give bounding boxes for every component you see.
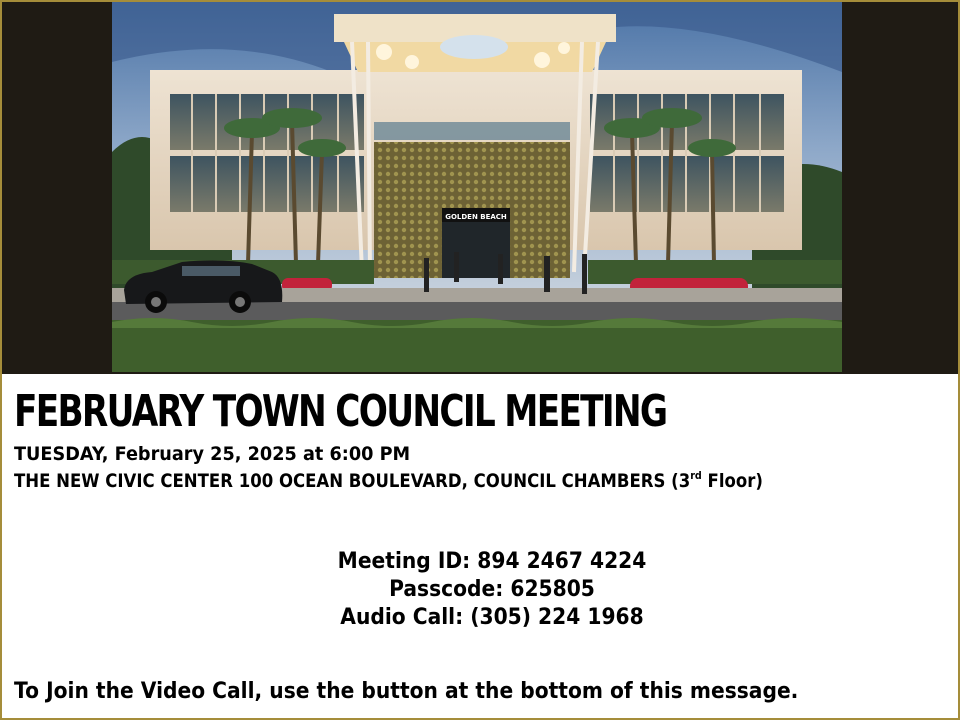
passcode-block bbox=[242, 576, 742, 604]
meeting-details bbox=[2, 374, 958, 718]
meeting-venue bbox=[14, 469, 763, 493]
meeting-title: FEBRUARY TOWN COUNCIL MEETING bbox=[14, 386, 667, 437]
venue-floor-text: Floor) bbox=[701, 470, 763, 492]
join-instructions: To Join the Video Call, use the button at the bottom of this message. bbox=[14, 679, 799, 704]
photo-band bbox=[2, 2, 958, 374]
meeting-id-block bbox=[242, 548, 742, 576]
meeting-date: TUESDAY, February 25, 2025 at 6:00 PM bbox=[14, 443, 411, 465]
audio-call-block bbox=[242, 604, 742, 632]
passcode: Passcode: 625805 bbox=[389, 577, 595, 602]
floor-ordinal-suffix: rd bbox=[690, 469, 702, 482]
civic-center-photo bbox=[112, 2, 842, 372]
building-sign: GOLDEN BEACH bbox=[445, 213, 507, 221]
venue-text: THE NEW CIVIC CENTER 100 OCEAN BOULEVARD, COUNCIL CHAMBERS (3 bbox=[14, 470, 691, 492]
audio-call-number: Audio Call: (305) 224 1968 bbox=[340, 605, 644, 630]
meeting-id: Meeting ID: 894 2467 4224 bbox=[337, 549, 647, 574]
